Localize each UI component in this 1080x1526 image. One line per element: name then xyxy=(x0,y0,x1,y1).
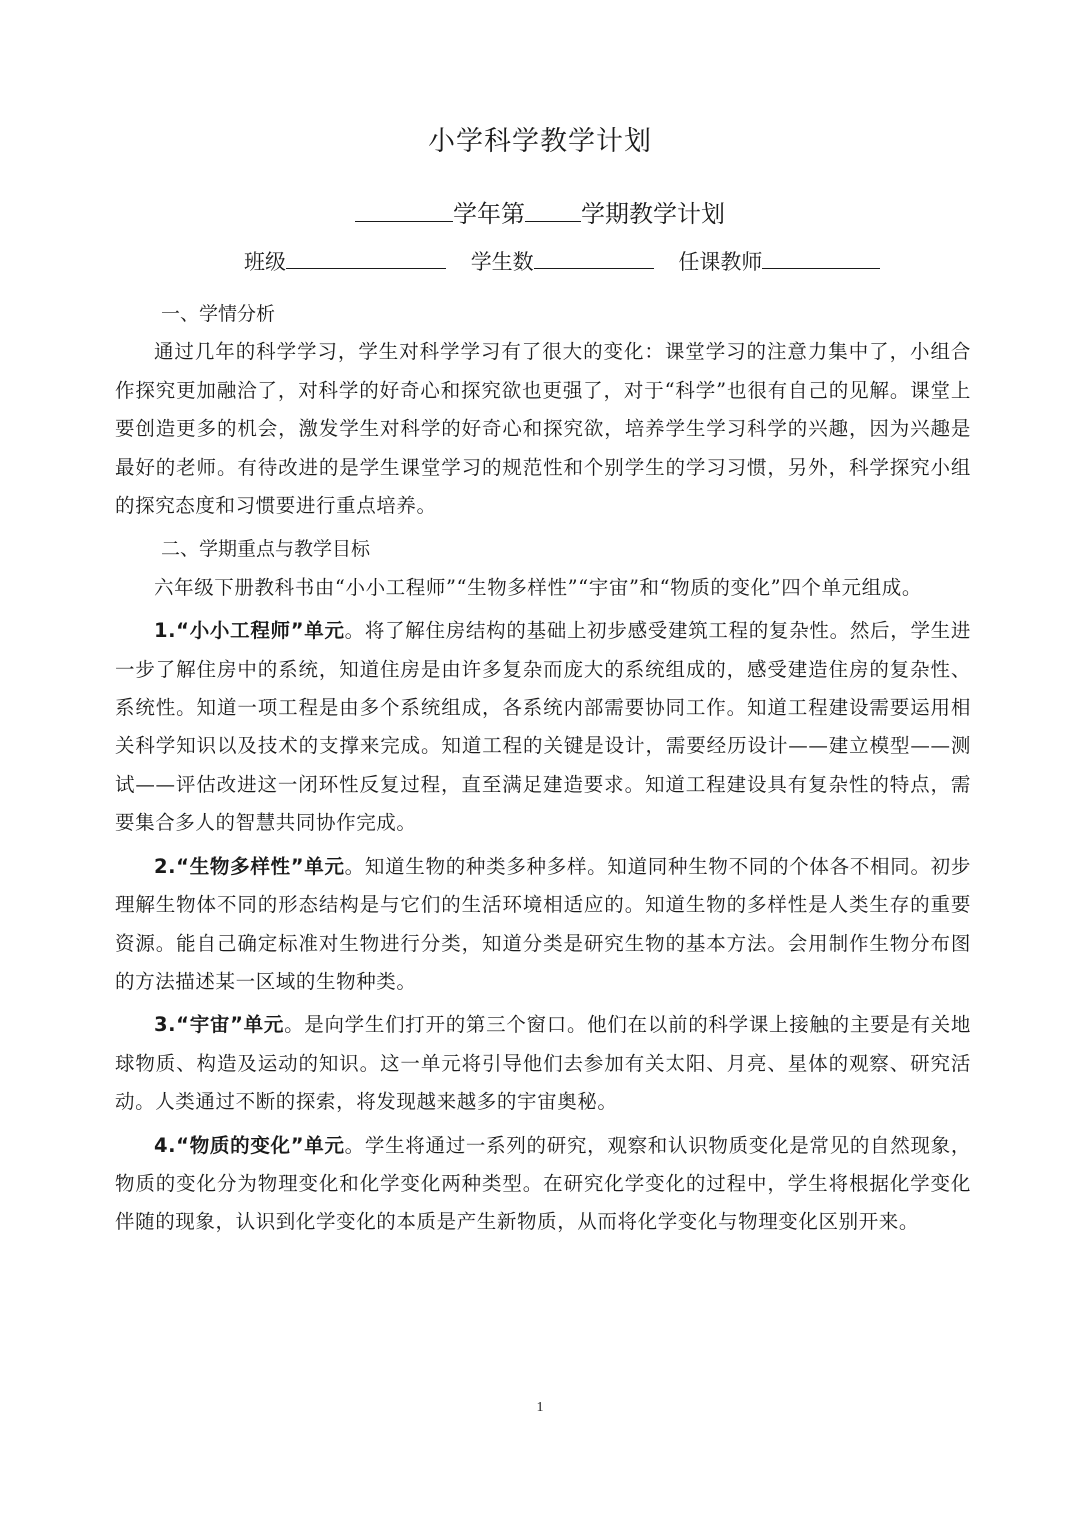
teacher-label: 任课教师 xyxy=(678,250,763,274)
page-title: 小学科学教学计划 xyxy=(428,126,652,157)
document-body xyxy=(115,295,971,1242)
unit-text-4: 。学生将通过一系列的研究，观察和认识物质变化是常见的自然现象，物质的变化分为物理变化和化学变化两种类型。在研究化学变化的过程中，学生将根据化学变化伴随的现象，认识到化学变化的本质是产生新物质，从而将化学变化与物理变化区别开来。 xyxy=(115,1133,971,1234)
page-number: 1 xyxy=(536,1400,544,1415)
unit-text-2: 。知道生物的种类多种多样。知道同种生物不同的个体各不相同。初步理解生物体不同的形态结构是与它们的生活环境相适应的。知道生物的多样性是人类生存的重要资源。能自己确定标准对生物进行分类，知道分类是研究生物的基本方法。会用制作生物分布图的方法描述某一区域的生物种类。 xyxy=(115,854,971,993)
unit-label-1: 1.“小小工程师”单元 xyxy=(154,619,345,643)
subtitle-part1: 学年第 xyxy=(453,200,525,228)
students-label: 学生数 xyxy=(470,250,534,274)
unit-label-2: 2.“生物多样性”单元 xyxy=(154,854,345,878)
class-field xyxy=(244,245,446,279)
unit-paragraph-3 xyxy=(115,1006,971,1121)
unit-paragraph-4 xyxy=(115,1127,971,1242)
unit-text-3: 。是向学生们打开的第三个窗口。他们在以前的科学课上接触的主要是有关地球物质、构造及运动的知识。这一单元将引导他们去参加有关太阳、月亮、星体的观察、研究活动。人类通过不断的探索，将发现越来越多的宇宙奥秘。 xyxy=(115,1013,971,1114)
section-heading-2: 二、学期重点与教学目标 xyxy=(161,538,371,561)
unit-paragraph-2 xyxy=(115,848,971,1002)
unit-text-1: 。将了解住房结构的基础上初步感受建筑工程的复杂性。然后，学生进一步了解住房中的系统，知道住房是由许多复杂而庞大的系统组成的，感受建造住房的复杂性、系统性。知道一项工程是由多个系统组成，各系统内部需要协同工作。知道工程建设需要运用相关科学知识以及技术的支撑来完成。知道工程的关键是设计，需要经历设计——建立模型——测试——评估改进这一闭环性反复过程，直至满足建造要求。知道工程建设具有复杂性的特点，需要集合多人的智慧共同协作完成。 xyxy=(115,619,971,835)
class-label: 班级 xyxy=(244,250,286,274)
class-blank[interactable] xyxy=(286,246,446,269)
teacher-field xyxy=(678,245,880,279)
students-field xyxy=(471,245,654,279)
semester-blank[interactable] xyxy=(525,195,581,222)
teacher-blank[interactable] xyxy=(762,246,880,269)
section-paragraph-1: 通过几年的科学学习，学生对科学学习有了很大的变化：课堂学习的注意力集中了，小组合作探究更加融洽了，对科学的好奇心和探究欲也更强了，对于“科学”也很有自己的见解。课堂上要创造更多的机会，激发学生对科学的好奇心和探究欲，培养学生学习科学的兴趣，因为兴趣是最好的老师。有待改进的是学生课堂学习的规范性和个别学生的学习习惯，另外，科学探究小组的探究态度和习惯要进行重点培养。 xyxy=(115,340,971,518)
subtitle-part2: 学期教学计划 xyxy=(581,200,725,228)
school-year-blank[interactable] xyxy=(355,195,453,222)
unit-paragraph-1 xyxy=(115,612,971,842)
unit-label-3: 3.“宇宙”单元 xyxy=(154,1013,285,1037)
section-intro-2: 六年级下册教科书由“小小工程师”“生物多样性”“宇宙”和“物质的变化”四个单元组成。 xyxy=(154,575,922,599)
unit-label-4: 4.“物质的变化”单元 xyxy=(154,1133,345,1157)
subtitle xyxy=(0,195,1080,232)
students-blank[interactable] xyxy=(534,246,654,269)
info-row xyxy=(244,245,904,279)
section-heading-1: 一、学情分析 xyxy=(161,303,276,325)
